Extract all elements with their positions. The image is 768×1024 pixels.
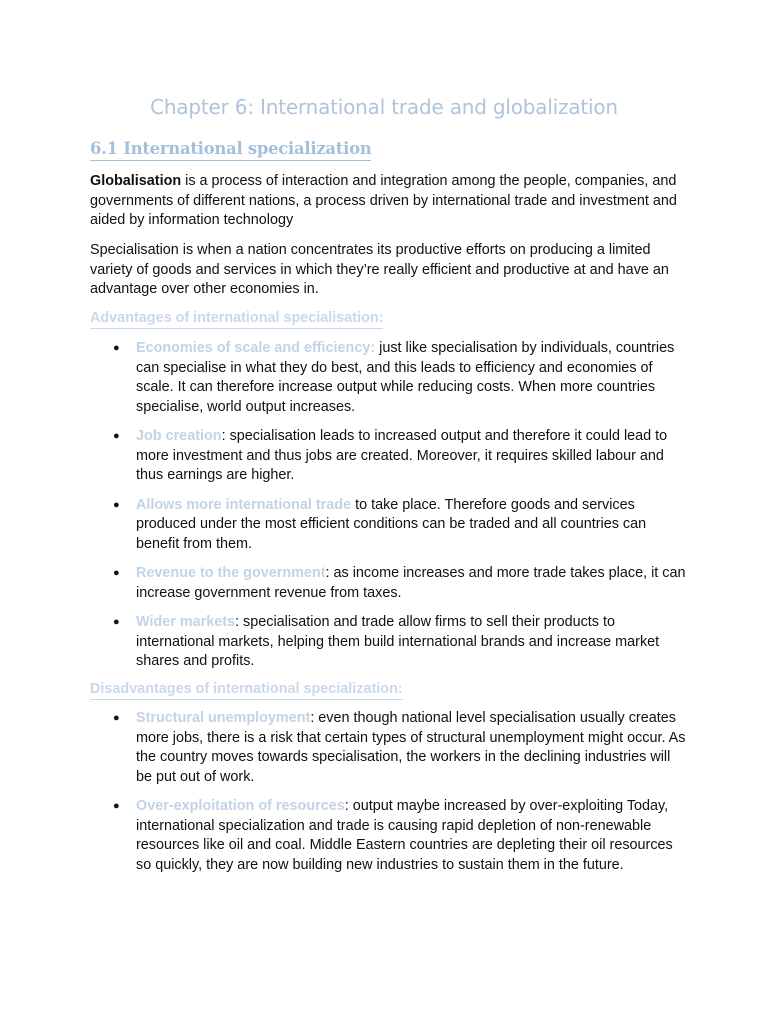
advantage-term: Job creation <box>136 428 222 444</box>
bullet-icon: ● <box>113 498 120 511</box>
advantage-text: : specialisation and trade allow firms to sell their products to international markets, helping them build international brands and increase market shares and profits. <box>136 614 660 669</box>
specialisation-paragraph: Specialisation is when a nation concentrates its productive efforts on producing a limited variety of goods and services in which they’re really efficient and productive at and have an advantage over other economies in. <box>90 242 669 297</box>
advantages-heading: Advantages of international specialisation: <box>90 309 383 329</box>
advantage-term: Wider markets <box>136 614 236 630</box>
bullet-icon: ● <box>113 342 120 354</box>
list-item <box>90 564 690 603</box>
disadvantage-term: Structural unemployment <box>136 710 311 726</box>
advantage-text: : specialisation leads to increased output and therefore it could lead to more investment and thus jobs are created. Moreover, it requires skilled labour and thus earnings are higher. <box>136 428 668 483</box>
disadvantage-text: : output maybe increased by over-exploiting Today, international specialization and trade is causing rapid depletion of non-renewable resources like oil and coal. Middle Eastern countries are depleting their oil resources so quickly, they are now building new industries to sustain them in the future. <box>136 798 673 873</box>
list-item <box>90 709 690 787</box>
disadvantages-list <box>90 709 690 885</box>
globalisation-definition: is a process of interaction and integration among the people, companies, and governments of different nations, a process driven by international trade and investment and aided by information technology <box>90 173 677 228</box>
bullet-icon: ● <box>113 712 120 724</box>
list-item <box>90 797 690 875</box>
advantage-text: just like specialisation by individuals, countries can specialise in what they do best, and this leads to efficiency and economies of scale. It can therefore increase output while reducing costs. When more countries specialise, world output increases. <box>136 340 675 415</box>
list-item <box>90 496 690 555</box>
bullet-icon: ● <box>113 567 120 579</box>
advantages-list <box>90 339 690 682</box>
globalisation-term: Globalisation <box>90 173 182 189</box>
disadvantages-heading: Disadvantages of international specialization: <box>90 680 403 700</box>
bullet-icon: ● <box>113 616 120 628</box>
advantage-term: Economies of scale and efficiency: <box>136 340 376 356</box>
list-item <box>90 339 690 417</box>
chapter-title: Chapter 6: International trade and globalization <box>150 95 618 119</box>
bullet-icon: ● <box>113 430 120 442</box>
advantage-term: Revenue to the government <box>136 565 326 581</box>
list-item <box>90 613 690 672</box>
advantage-text: to take place. Therefore goods and services produced under the most efficient conditions can be traded and all countries can benefit from them. <box>136 496 647 552</box>
bullet-icon: ● <box>113 800 120 812</box>
disadvantage-term: Over-exploitation of resources <box>136 798 345 814</box>
advantage-term: Allows more international trade <box>136 496 352 513</box>
list-item <box>90 427 690 486</box>
globalisation-paragraph <box>90 172 690 231</box>
section-heading: 6.1 International specialization <box>90 138 371 161</box>
advantage-text: : as income increases and more trade takes place, it can increase government revenue from taxes. <box>136 565 686 601</box>
disadvantage-text: : even though national level specialisation usually creates more jobs, there is a risk that certain types of structural unemployment might occur. As the country moves towards specialisation, the workers in the declining industries will be put out of work. <box>136 710 686 785</box>
